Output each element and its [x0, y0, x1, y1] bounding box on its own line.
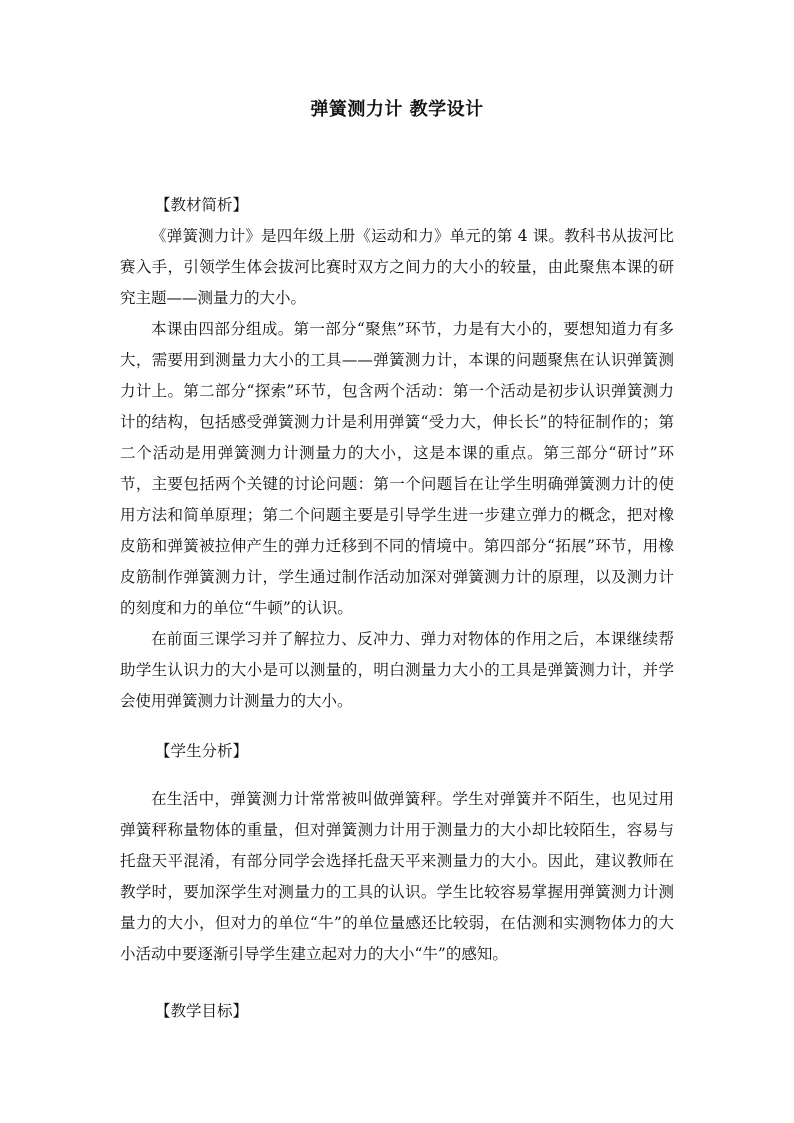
paragraph: 《弹簧测力计》是四年级上册《运动和力》单元的第 4 课。教科书从拔河比赛入手，引领学生体会拔河比赛时双方之间力的大小的较量，由此聚焦本课的研究主题——测量力的大小。 [120, 227, 674, 307]
section-heading-student-analysis: 【学生分析】 [155, 742, 249, 760]
section-teaching-objectives [120, 996, 674, 1027]
section-heading-textbook-analysis: 【教材简析】 [155, 196, 249, 214]
paragraph: 在生活中，弹簧测力计常常被叫做弹簧秤。学生对弹簧并不陌生，也见过用弹簧秤称量物体的重量，但对弹簧测力计用于测量力的大小却比较陌生，容易与托盘天平混淆，有部分同学会选择托盘天平来测量力的大小。因此，建议教师在教学时，要加深学生对测量力的工具的认识。学生比较容易掌握用弹簧测力计测量力的大小，但对力的单位“牛”的单位量感还比较弱，在估测和实测物体力的大小活动中要逐渐引导学生建立起对力的大小“牛”的感知。 [120, 790, 674, 963]
document-body [120, 190, 674, 1027]
paragraph: 在前面三课学习并了解拉力、反冲力、弹力对物体的作用之后，本课继续帮助学生认识力的大小是可以测量的，明白测量力大小的工具是弹簧测力计，并学会使用弹簧测力计测量力的大小。 [120, 630, 674, 710]
section-student-analysis [120, 736, 674, 970]
paragraph: 本课由四部分组成。第一部分“聚焦”环节，力是有大小的，要想知道力有多大，需要用到测量力大小的工具——弹簧测力计，本课的问题聚焦在认识弹簧测力计上。第二部分“探索”环节，包含两个活动：第一个活动是初步认识弹簧测力计的结构，包括感受弹簧测力计是利用弹簧“受力大，伸长长”的特征制作的；第二个活动是用弹簧测力计测量力的大小，这是本课的重点。第三部分“研讨”环节，主要包括两个关键的讨论问题：第一个问题旨在让学生明确弹簧测力计的使用方法和简单原理；第二个问题主要是引导学生进一步建立弹力的概念，把对橡皮筋和弹簧被拉伸产生的弹力迁移到不同的情境中。第四部分“拓展”环节，用橡皮筋制作弹簧测力计，学生通过制作活动加深对弹簧测力计的原理，以及测力计的刻度和力的单位“牛顿”的认识。 [120, 320, 674, 617]
section-heading-teaching-objectives: 【教学目标】 [155, 1002, 249, 1020]
document-title: 弹簧测力计 教学设计 [310, 99, 484, 120]
section-textbook-analysis [120, 190, 674, 717]
